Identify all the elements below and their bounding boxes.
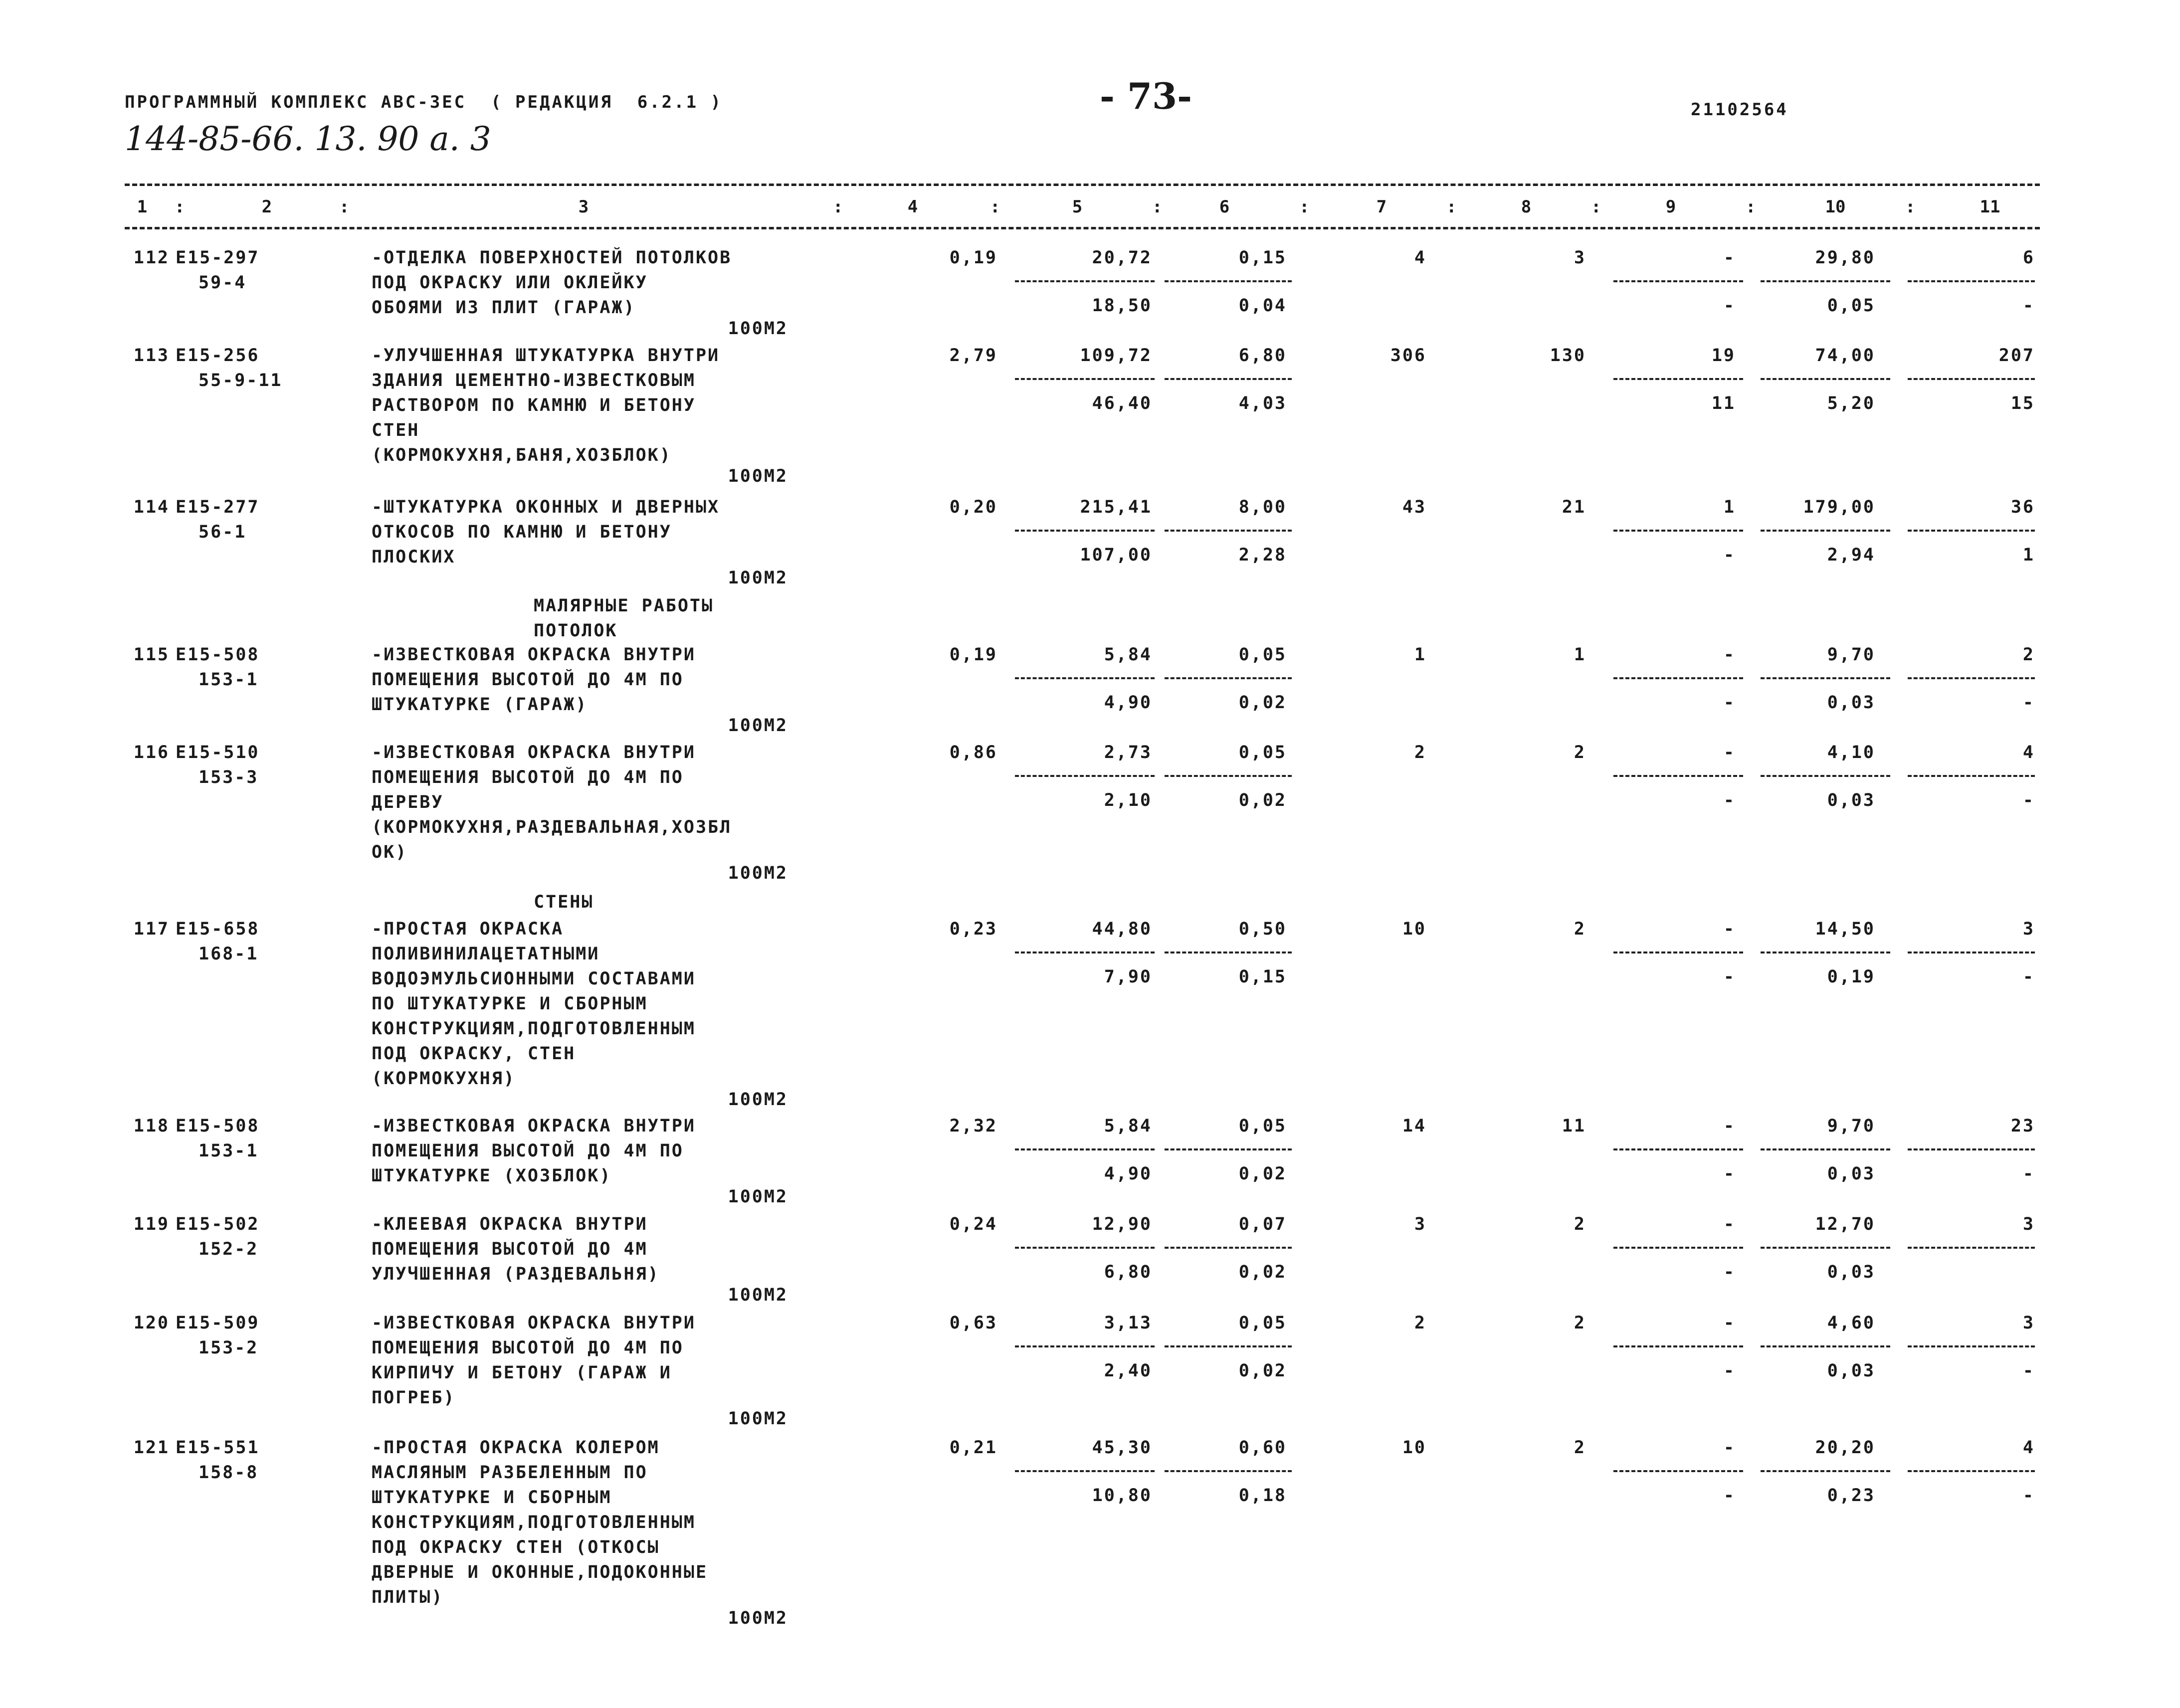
header-rule-bottom [125, 227, 2040, 229]
col7-value: 14 [1402, 1116, 1426, 1136]
work-description-line: СТЕН [372, 420, 420, 440]
value-divider [1015, 1470, 1155, 1472]
column-number: 5 [1072, 197, 1083, 217]
col10-top: 20,20 [1815, 1438, 1875, 1458]
col5-total: 3,13 [1104, 1313, 1152, 1333]
value-divider [1613, 1148, 1743, 1150]
col5-wages: 6,80 [1104, 1262, 1152, 1282]
work-description-line: ОТКОСОВ ПО КАМНЮ И БЕТОНУ [372, 522, 672, 542]
work-description-line: ШТУКАТУРКЕ (ГАРАЖ) [372, 695, 588, 715]
work-description-line: КИРПИЧУ И БЕТОНУ (ГАРАЖ И [372, 1363, 672, 1383]
col11-top: 2 [2022, 645, 2035, 665]
value-divider [1761, 1148, 1890, 1150]
value-divider [1015, 280, 1155, 282]
norm-subcode: 55-9-11 [198, 371, 283, 390]
col9-top: - [1723, 1438, 1736, 1458]
value-divider [1908, 775, 2035, 777]
work-description-line: ВОДОЭМУЛЬСИОННЫМИ СОСТАВАМИ [372, 969, 696, 989]
value-divider [1761, 1247, 1890, 1249]
work-description-line: ОК) [372, 842, 408, 862]
value-divider [1761, 1345, 1890, 1347]
column-number: 2 [261, 197, 272, 217]
quantity-value: 2,79 [949, 346, 997, 366]
col7-value: 1 [1414, 645, 1426, 665]
column-separator: : [1746, 197, 1756, 217]
work-description-line: КОНСТРУКЦИЯМ,ПОДГОТОВЛЕННЫМ [372, 1019, 696, 1039]
col5-total: 44,80 [1092, 919, 1152, 939]
value-divider [1761, 677, 1890, 679]
col10-bottom: 5,20 [1827, 393, 1875, 413]
work-description-line: ПОМЕЩЕНИЯ ВЫСОТОЙ ДО 4М ПО [372, 1338, 684, 1358]
column-number: 6 [1219, 197, 1230, 217]
value-divider [1015, 951, 1155, 953]
row-number: 117 [133, 919, 170, 939]
value-divider [1613, 1345, 1743, 1347]
col9-top: 1 [1723, 497, 1736, 517]
col9-bottom: - [1723, 1361, 1736, 1381]
value-divider [1165, 677, 1292, 679]
work-description-line: ШТУКАТУРКЕ И СБОРНЫМ [372, 1488, 612, 1508]
work-description-line: ДВЕРНЫЕ И ОКОННЫЕ,ПОДОКОННЫЕ [372, 1562, 708, 1582]
value-divider [1613, 530, 1743, 532]
col10-bottom: 0,03 [1827, 790, 1875, 810]
col10-bottom: 0,19 [1827, 967, 1875, 987]
col11-top: 4 [2022, 1438, 2035, 1458]
unit-label: 100М2 [728, 319, 788, 339]
value-divider [1165, 951, 1292, 953]
column-separator: : [1905, 197, 1916, 217]
col7-value: 3 [1414, 1214, 1426, 1234]
col9-top: - [1723, 1214, 1736, 1234]
col10-top: 29,80 [1815, 248, 1875, 268]
col10-bottom: 0,03 [1827, 693, 1875, 713]
work-description-line: ОБОЯМИ ИЗ ПЛИТ (ГАРАЖ) [372, 298, 636, 318]
col6-wages: 0,02 [1238, 1262, 1287, 1282]
work-description-line: -КЛЕЕВАЯ ОКРАСКА ВНУТРИ [372, 1214, 648, 1234]
unit-label: 100М2 [728, 716, 788, 736]
work-description-line: МАСЛЯНЫМ РАЗБЕЛЕННЫМ ПО [372, 1463, 648, 1483]
row-number: 119 [133, 1214, 170, 1234]
col6-total: 0,05 [1238, 743, 1287, 762]
norm-subcode: 59-4 [198, 273, 247, 293]
column-separator: : [1591, 197, 1601, 217]
value-divider [1761, 775, 1890, 777]
work-description-line: ПЛИТЫ) [372, 1587, 444, 1607]
value-divider [1908, 1247, 2035, 1249]
col5-total: 45,30 [1092, 1438, 1152, 1458]
work-description-line: ПОМЕЩЕНИЯ ВЫСОТОЙ ДО 4М ПО [372, 670, 684, 690]
col8-value: 11 [1562, 1116, 1586, 1136]
unit-label: 100М2 [728, 1409, 788, 1429]
norm-code: Е15-256 [176, 346, 260, 366]
col5-wages: 18,50 [1092, 296, 1152, 316]
col6-wages: 2,28 [1238, 545, 1287, 565]
value-divider [1761, 1470, 1890, 1472]
value-divider [1015, 1247, 1155, 1249]
col9-bottom: - [1723, 296, 1736, 316]
work-description-line: РАСТВОРОМ ПО КАМНЮ И БЕТОНУ [372, 395, 696, 415]
work-description-line: ПОД ОКРАСКУ СТЕН (ОТКОСЫ [372, 1537, 660, 1557]
value-divider [1165, 280, 1292, 282]
value-divider [1908, 1148, 2035, 1150]
norm-subcode: 56-1 [198, 522, 247, 542]
col7-value: 2 [1414, 1313, 1426, 1333]
value-divider [1015, 677, 1155, 679]
col5-wages: 4,90 [1104, 1164, 1152, 1184]
work-description-line: (КОРМОКУХНЯ) [372, 1069, 516, 1089]
value-divider [1613, 677, 1743, 679]
col11-top: 207 [1998, 346, 2035, 366]
col5-wages: 2,40 [1104, 1361, 1152, 1381]
work-description-line: -ИЗВЕСТКОВАЯ ОКРАСКА ВНУТРИ [372, 1116, 696, 1136]
section-ceiling: ПОТОЛОК [534, 621, 618, 641]
col10-top: 74,00 [1815, 346, 1875, 366]
col8-value: 130 [1550, 346, 1586, 366]
col6-wages: 0,02 [1238, 693, 1287, 713]
row-number: 115 [133, 645, 170, 665]
col9-bottom: - [1723, 1262, 1736, 1282]
col6-wages: 0,02 [1238, 790, 1287, 810]
work-description-line: ПОД ОКРАСКУ, СТЕН [372, 1044, 576, 1064]
quantity-value: 0,21 [949, 1438, 997, 1458]
col7-value: 2 [1414, 743, 1426, 762]
value-divider [1165, 1148, 1292, 1150]
work-description-line: -ПРОСТАЯ ОКРАСКА КОЛЕРОМ [372, 1438, 660, 1458]
program-title: ПРОГРАММНЫЙ КОМПЛЕКС АВС-3ЕС ( РЕДАКЦИЯ 6.2.1 ) [125, 92, 723, 112]
value-divider [1613, 775, 1743, 777]
col5-total: 215,41 [1080, 497, 1152, 517]
work-description-line: ПОМЕЩЕНИЯ ВЫСОТОЙ ДО 4М ПО [372, 767, 684, 787]
col8-value: 2 [1574, 1313, 1586, 1333]
col9-top: - [1723, 1116, 1736, 1136]
col9-bottom: - [1723, 790, 1736, 810]
col6-total: 0,15 [1238, 248, 1287, 268]
norm-code: Е15-510 [176, 743, 260, 762]
col8-value: 3 [1574, 248, 1586, 268]
col9-bottom: - [1723, 1486, 1736, 1506]
work-description-line: (КОРМОКУХНЯ,БАНЯ,ХОЗБЛОК) [372, 445, 672, 465]
work-description-line: -ШТУКАТУРКА ОКОННЫХ И ДВЕРНЫХ [372, 497, 720, 517]
work-description-line: -УЛУЧШЕННАЯ ШТУКАТУРКА ВНУТРИ [372, 346, 720, 366]
value-divider [1613, 1247, 1743, 1249]
header-rule-top [125, 184, 2040, 186]
column-separator: : [1299, 197, 1310, 217]
col11-top: 23 [2010, 1116, 2035, 1136]
col5-total: 20,72 [1092, 248, 1152, 268]
value-divider [1908, 280, 2035, 282]
row-number: 114 [133, 497, 170, 517]
work-description-line: -ПРОСТАЯ ОКРАСКА [372, 919, 564, 939]
row-number: 121 [133, 1438, 170, 1458]
column-separator: : [339, 197, 350, 217]
col6-wages: 0,04 [1238, 296, 1287, 316]
column-number: 9 [1665, 197, 1676, 217]
col6-total: 0,05 [1238, 645, 1287, 665]
col10-top: 12,70 [1815, 1214, 1875, 1234]
value-divider [1165, 1345, 1292, 1347]
col5-wages: 4,90 [1104, 693, 1152, 713]
value-divider [1908, 1345, 2035, 1347]
work-description-line: ДЕРЕВУ [372, 792, 444, 812]
col8-value: 1 [1574, 645, 1586, 665]
work-description-line: КОНСТРУКЦИЯМ,ПОДГОТОВЛЕННЫМ [372, 1513, 696, 1532]
column-separator: : [175, 197, 185, 217]
unit-label: 100М2 [728, 863, 788, 883]
col10-bottom: 2,94 [1827, 545, 1875, 565]
col11-top: 36 [2010, 497, 2035, 517]
work-description-line: ПОМЕЩЕНИЯ ВЫСОТОЙ ДО 4М ПО [372, 1141, 684, 1161]
column-separator: : [1446, 197, 1457, 217]
handwritten-reference: 144-85-66. 13. 90 a. 3 [125, 120, 491, 158]
value-divider [1015, 1148, 1155, 1150]
column-number: 10 [1825, 197, 1846, 217]
work-description-line: ПОМЕЩЕНИЯ ВЫСОТОЙ ДО 4М [372, 1239, 648, 1259]
col8-value: 21 [1562, 497, 1586, 517]
value-divider [1908, 1470, 2035, 1472]
col9-top: - [1723, 1313, 1736, 1333]
col9-top: - [1723, 919, 1736, 939]
col11-bottom: - [2022, 967, 2035, 987]
col11-bottom: - [2022, 1486, 2035, 1506]
col10-bottom: 0,23 [1827, 1486, 1875, 1506]
quantity-value: 0,63 [949, 1313, 997, 1333]
col11-top: 4 [2022, 743, 2035, 762]
col11-bottom: - [2022, 1361, 2035, 1381]
col6-wages: 0,02 [1238, 1361, 1287, 1381]
value-divider [1165, 378, 1292, 380]
col6-total: 0,07 [1238, 1214, 1287, 1234]
value-divider [1908, 677, 2035, 679]
col10-top: 4,10 [1827, 743, 1875, 762]
col9-top: 19 [1711, 346, 1736, 366]
col7-value: 10 [1402, 919, 1426, 939]
work-description-line: ПОД ОКРАСКУ ИЛИ ОКЛЕЙКУ [372, 273, 648, 293]
col6-total: 0,50 [1238, 919, 1287, 939]
col10-top: 9,70 [1827, 645, 1875, 665]
col5-total: 2,73 [1104, 743, 1152, 762]
col7-value: 4 [1414, 248, 1426, 268]
work-description-line: -ОТДЕЛКА ПОВЕРХНОСТЕЙ ПОТОЛКОВ [372, 248, 732, 268]
col5-wages: 7,90 [1104, 967, 1152, 987]
value-divider [1761, 530, 1890, 532]
col6-wages: 0,02 [1238, 1164, 1287, 1184]
value-divider [1015, 530, 1155, 532]
norm-code: Е15-509 [176, 1313, 260, 1333]
section-walls: СТЕНЫ [534, 892, 594, 912]
value-divider [1613, 1470, 1743, 1472]
section-painting: МАЛЯРНЫЕ РАБОТЫ [534, 596, 714, 616]
col9-bottom: - [1723, 1164, 1736, 1184]
col9-top: - [1723, 248, 1736, 268]
col6-total: 6,80 [1238, 346, 1287, 366]
col11-top: 3 [2022, 919, 2035, 939]
work-description-line: -ИЗВЕСТКОВАЯ ОКРАСКА ВНУТРИ [372, 645, 696, 665]
col6-wages: 4,03 [1238, 393, 1287, 413]
value-divider [1613, 951, 1743, 953]
unit-label: 100М2 [728, 1187, 788, 1207]
row-number: 113 [133, 346, 170, 366]
work-description-line: ПО ШТУКАТУРКЕ И СБОРНЫМ [372, 994, 648, 1014]
quantity-value: 2,32 [949, 1116, 997, 1136]
col9-bottom: - [1723, 693, 1736, 713]
norm-subcode: 153-3 [198, 767, 259, 787]
col11-bottom: - [2022, 790, 2035, 810]
column-separator: : [990, 197, 1000, 217]
col9-top: - [1723, 743, 1736, 762]
value-divider [1165, 775, 1292, 777]
col5-wages: 10,80 [1092, 1486, 1152, 1506]
col5-total: 109,72 [1080, 346, 1152, 366]
col11-bottom: - [2022, 693, 2035, 713]
norm-code: Е15-551 [176, 1438, 260, 1458]
row-number: 112 [133, 248, 170, 268]
col5-wages: 2,10 [1104, 790, 1152, 810]
row-number: 118 [133, 1116, 170, 1136]
col6-total: 0,60 [1238, 1438, 1287, 1458]
unit-label: 100М2 [728, 1090, 788, 1110]
work-description-line: -ИЗВЕСТКОВАЯ ОКРАСКА ВНУТРИ [372, 1313, 696, 1333]
work-description-line: -ИЗВЕСТКОВАЯ ОКРАСКА ВНУТРИ [372, 743, 696, 762]
value-divider [1761, 378, 1890, 380]
value-divider [1908, 530, 2035, 532]
norm-subcode: 153-1 [198, 670, 259, 690]
col7-value: 10 [1402, 1438, 1426, 1458]
col11-bottom: - [2022, 1164, 2035, 1184]
col7-value: 306 [1390, 346, 1426, 366]
col11-bottom: 15 [2010, 393, 2035, 413]
col11-bottom: 1 [2022, 545, 2035, 565]
value-divider [1015, 775, 1155, 777]
norm-subcode: 168-1 [198, 944, 259, 964]
col10-bottom: 0,05 [1827, 296, 1875, 316]
column-number: 8 [1521, 197, 1532, 217]
norm-subcode: 153-2 [198, 1338, 259, 1358]
column-number: 4 [907, 197, 918, 217]
column-number: 3 [578, 197, 589, 217]
col9-bottom: 11 [1711, 393, 1736, 413]
col5-total: 5,84 [1104, 1116, 1152, 1136]
value-divider [1613, 280, 1743, 282]
value-divider [1015, 378, 1155, 380]
unit-label: 100М2 [728, 466, 788, 486]
col6-wages: 0,18 [1238, 1486, 1287, 1506]
value-divider [1908, 378, 2035, 380]
col11-top: 6 [2022, 248, 2035, 268]
quantity-value: 0,19 [949, 248, 997, 268]
norm-code: Е15-502 [176, 1214, 260, 1234]
col6-total: 0,05 [1238, 1116, 1287, 1136]
norm-code: Е15-508 [176, 645, 260, 665]
col8-value: 2 [1574, 919, 1586, 939]
norm-code: Е15-508 [176, 1116, 260, 1136]
quantity-value: 0,23 [949, 919, 997, 939]
norm-code: Е15-658 [176, 919, 260, 939]
col5-total: 12,90 [1092, 1214, 1152, 1234]
col5-wages: 107,00 [1080, 545, 1152, 565]
value-divider [1165, 530, 1292, 532]
norm-subcode: 153-1 [198, 1141, 259, 1161]
col10-bottom: 0,03 [1827, 1164, 1875, 1184]
col10-top: 179,00 [1803, 497, 1875, 517]
work-description-line: ПЛОСКИХ [372, 547, 456, 567]
work-description-line: (КОРМОКУХНЯ,РАЗДЕВАЛЬНАЯ,ХОЗБЛ [372, 817, 732, 837]
quantity-value: 0,20 [949, 497, 997, 517]
norm-subcode: 152-2 [198, 1239, 259, 1259]
col5-wages: 46,40 [1092, 393, 1152, 413]
col10-top: 4,60 [1827, 1313, 1875, 1333]
col7-value: 43 [1402, 497, 1426, 517]
value-divider [1613, 378, 1743, 380]
col5-total: 5,84 [1104, 645, 1152, 665]
col10-top: 14,50 [1815, 919, 1875, 939]
work-description-line: ПОЛИВИНИЛАЦЕТАТНЫМИ [372, 944, 600, 964]
value-divider [1015, 1345, 1155, 1347]
column-number: 7 [1376, 197, 1387, 217]
col10-bottom: 0,03 [1827, 1262, 1875, 1282]
col8-value: 2 [1574, 1214, 1586, 1234]
column-number: 11 [1980, 197, 2000, 217]
work-description-line: ШТУКАТУРКЕ (ХОЗБЛОК) [372, 1166, 612, 1186]
col6-wages: 0,15 [1238, 967, 1287, 987]
row-number: 116 [133, 743, 170, 762]
value-divider [1165, 1247, 1292, 1249]
col9-bottom: - [1723, 967, 1736, 987]
norm-code: Е15-277 [176, 497, 260, 517]
work-description-line: ЗДАНИЯ ЦЕМЕНТНО-ИЗВЕСТКОВЫМ [372, 371, 696, 390]
col6-total: 0,05 [1238, 1313, 1287, 1333]
unit-label: 100М2 [728, 1285, 788, 1305]
col11-top: 3 [2022, 1214, 2035, 1234]
norm-code: Е15-297 [176, 248, 260, 268]
quantity-value: 0,19 [949, 645, 997, 665]
work-description-line: УЛУЧШЕННАЯ (РАЗДЕВАЛЬНЯ) [372, 1264, 660, 1284]
col9-bottom: - [1723, 545, 1736, 565]
col10-bottom: 0,03 [1827, 1361, 1875, 1381]
document-number: 21102564 [1691, 100, 1788, 120]
norm-subcode: 158-8 [198, 1463, 259, 1483]
value-divider [1908, 951, 2035, 953]
quantity-value: 0,24 [949, 1214, 997, 1234]
quantity-value: 0,86 [949, 743, 997, 762]
value-divider [1761, 951, 1890, 953]
col11-bottom: - [2022, 296, 2035, 316]
unit-label: 100М2 [728, 1608, 788, 1628]
column-number: 1 [137, 197, 148, 217]
column-separator: : [833, 197, 843, 217]
value-divider [1761, 280, 1890, 282]
col6-total: 8,00 [1238, 497, 1287, 517]
column-separator: : [1152, 197, 1163, 217]
page-number: - 73- [1100, 75, 1192, 117]
col11-top: 3 [2022, 1313, 2035, 1333]
col9-top: - [1723, 645, 1736, 665]
unit-label: 100М2 [728, 568, 788, 588]
value-divider [1165, 1470, 1292, 1472]
col8-value: 2 [1574, 743, 1586, 762]
col10-top: 9,70 [1827, 1116, 1875, 1136]
row-number: 120 [133, 1313, 170, 1333]
work-description-line: ПОГРЕБ) [372, 1388, 456, 1408]
col8-value: 2 [1574, 1438, 1586, 1458]
